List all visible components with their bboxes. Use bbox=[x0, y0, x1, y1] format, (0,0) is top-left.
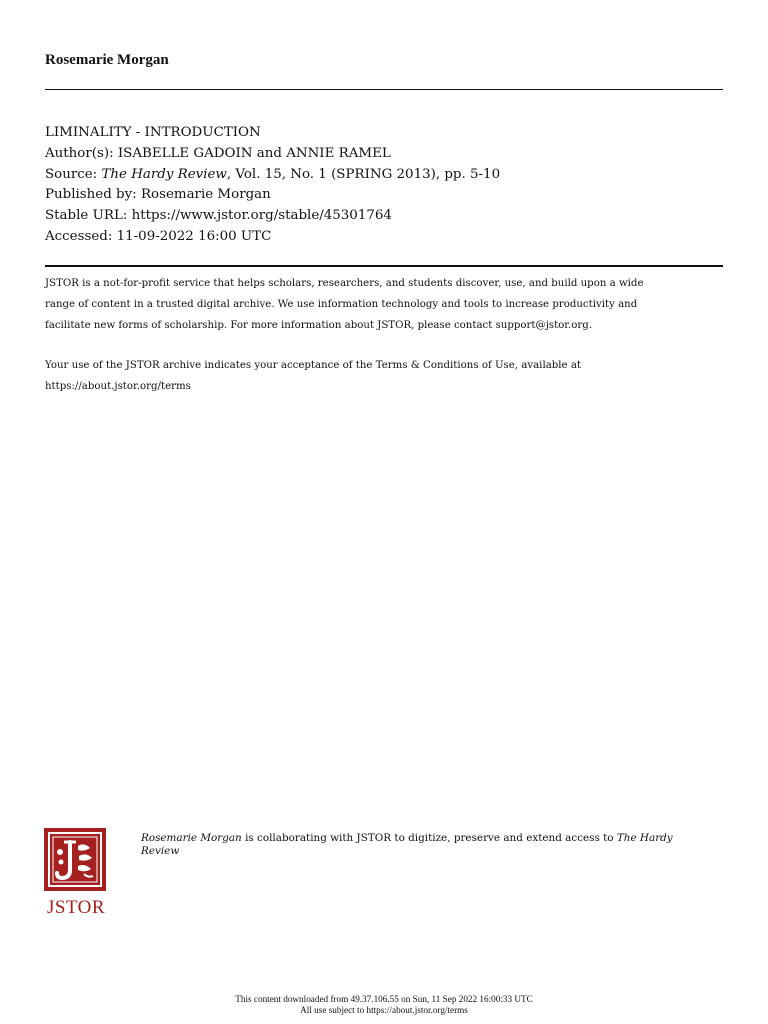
jstor-notice-line: range of content in a trusted digital archive. We use information technology and tools to increase productivity and bbox=[45, 299, 638, 310]
publisher-name: Rosemarie Morgan bbox=[45, 52, 169, 68]
source-details: , Vol. 15, No. 1 (SPRING 2013), pp. 5-10 bbox=[226, 166, 501, 182]
footer-terms: All use subject to https://about.jstor.org/terms bbox=[300, 1004, 468, 1015]
terms-notice bbox=[45, 355, 725, 397]
footer-download-info: This content downloaded from 49.37.106.55 on Sun, 11 Sep 2022 16:00:33 UTC bbox=[235, 994, 533, 1004]
jstor-notice-line: JSTOR is a not-for-profit service that helps scholars, researchers, and students discover, use, and build upon a wide bbox=[45, 278, 644, 289]
terms-link[interactable]: https://about.jstor.org/terms bbox=[45, 381, 191, 392]
collab-publisher: Rosemarie Morgan bbox=[141, 832, 242, 844]
accessed-date: 11-09-2022 16:00 UTC bbox=[116, 228, 272, 244]
stable-url-line: Stable URL: https://www.jstor.org/stable/45301764 bbox=[45, 208, 392, 224]
terms-notice-line: Your use of the JSTOR archive indicates your acceptance of the Terms & Conditions of Use, available at bbox=[45, 360, 581, 371]
source-journal: The Hardy Review bbox=[101, 166, 227, 182]
section-divider bbox=[45, 265, 723, 267]
collaboration-statement bbox=[141, 832, 701, 858]
article-metadata bbox=[45, 123, 500, 248]
jstor-logo-icon bbox=[44, 828, 106, 891]
jstor-notice bbox=[45, 273, 725, 336]
collab-text: is collaborating with JSTOR to digitize, preserve and extend access to bbox=[241, 832, 617, 844]
published-by: Rosemarie Morgan bbox=[140, 187, 271, 203]
collab-journal: The Hardy Review bbox=[141, 832, 673, 857]
jstor-logo[interactable] bbox=[44, 828, 110, 919]
authors: ISABELLE GADOIN and ANNIE RAMEL bbox=[117, 145, 391, 161]
authors-line: Author(s): ISABELLE GADOIN and ANNIE RAMEL bbox=[45, 145, 391, 161]
accessed-line: Accessed: 11-09-2022 16:00 UTC bbox=[45, 228, 272, 244]
article-title: LIMINALITY - INTRODUCTION bbox=[45, 125, 261, 140]
jstor-notice-line: facilitate new forms of scholarship. For more information about JSTOR, please contact support@jstor.org. bbox=[45, 320, 593, 331]
published-by-line: Published by: Rosemarie Morgan bbox=[45, 187, 271, 203]
jstor-wordmark: JSTOR bbox=[46, 897, 106, 918]
download-footer bbox=[0, 994, 768, 1015]
header-divider bbox=[45, 89, 723, 90]
source-line: Source: The Hardy Review, Vol. 15, No. 1 (SPRING 2013), pp. 5-10 bbox=[45, 166, 501, 182]
stable-url-link[interactable]: https://www.jstor.org/stable/45301764 bbox=[131, 208, 392, 224]
